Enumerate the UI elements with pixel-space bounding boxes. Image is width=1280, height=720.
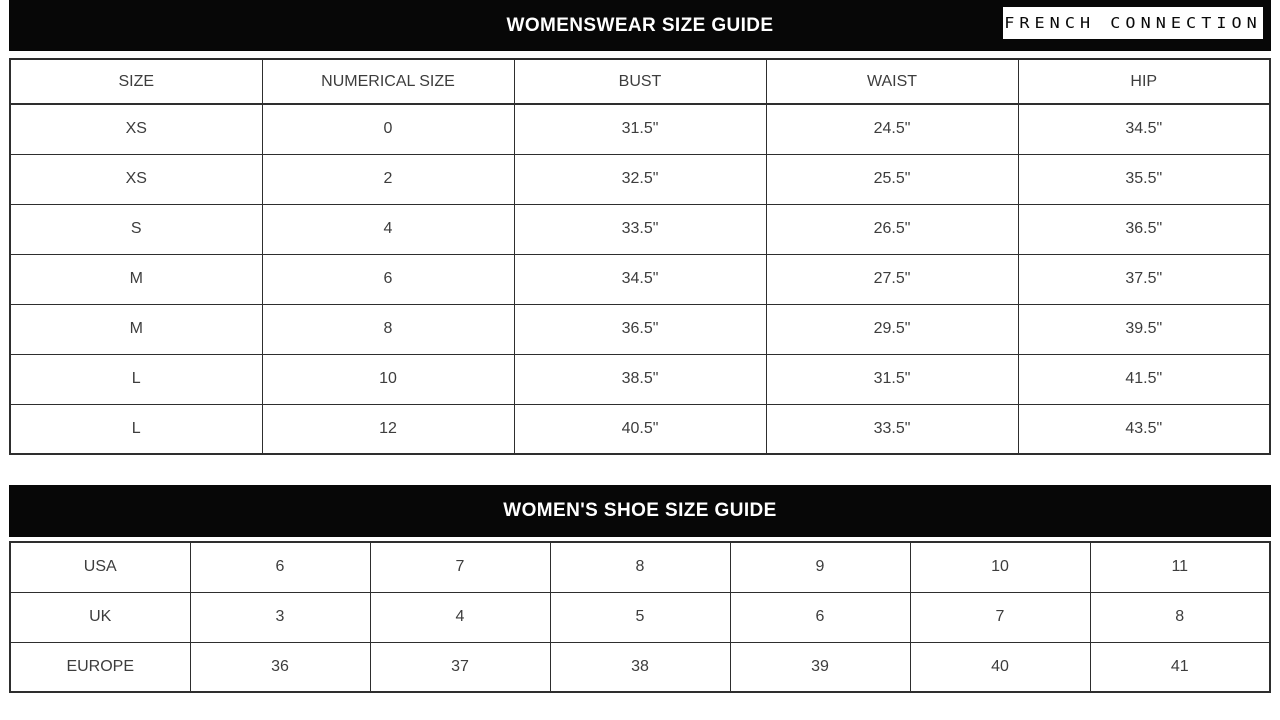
size-row xyxy=(10,354,1270,404)
column-header: SIZE xyxy=(10,59,262,104)
measurement-cell: 33.5" xyxy=(514,204,766,254)
measurement-cell: 10 xyxy=(262,354,514,404)
size-label-cell: S xyxy=(10,204,262,254)
measurement-cell: 4 xyxy=(262,204,514,254)
measurement-cell: 33.5" xyxy=(766,404,1018,454)
size-label-cell: L xyxy=(10,354,262,404)
measurement-cell: 32.5" xyxy=(514,154,766,204)
size-row xyxy=(10,304,1270,354)
shoe-size-row xyxy=(10,592,1270,642)
shoe-size-cell: 6 xyxy=(190,542,370,592)
region-label-cell: UK xyxy=(10,592,190,642)
measurement-cell: 24.5" xyxy=(766,104,1018,154)
measurement-cell: 36.5" xyxy=(1018,204,1270,254)
measurement-cell: 34.5" xyxy=(514,254,766,304)
size-label-cell: M xyxy=(10,304,262,354)
measurement-cell: 37.5" xyxy=(1018,254,1270,304)
shoe-size-cell: 41 xyxy=(1090,642,1270,692)
shoe-size-cell: 10 xyxy=(910,542,1090,592)
shoe-size-row xyxy=(10,642,1270,692)
column-header: HIP xyxy=(1018,59,1270,104)
measurement-cell: 8 xyxy=(262,304,514,354)
shoe-size-cell: 3 xyxy=(190,592,370,642)
measurement-cell: 0 xyxy=(262,104,514,154)
french-connection-logo-text: FRENCH CONNECTION xyxy=(1004,14,1262,32)
size-row xyxy=(10,154,1270,204)
measurement-cell: 36.5" xyxy=(514,304,766,354)
womenswear-title: WOMENSWEAR SIZE GUIDE xyxy=(506,14,774,36)
shoe-size-cell: 39 xyxy=(730,642,910,692)
size-row xyxy=(10,254,1270,304)
shoe-size-cell: 8 xyxy=(1090,592,1270,642)
shoe-size-cell: 5 xyxy=(550,592,730,642)
column-header: WAIST xyxy=(766,59,1018,104)
size-row xyxy=(10,104,1270,154)
womenswear-header-bar xyxy=(9,0,1271,51)
shoe-size-cell: 8 xyxy=(550,542,730,592)
size-row xyxy=(10,404,1270,454)
womenswear-header-row xyxy=(10,59,1270,104)
shoe-size-cell: 11 xyxy=(1090,542,1270,592)
measurement-cell: 12 xyxy=(262,404,514,454)
size-row xyxy=(10,204,1270,254)
shoe-size-cell: 7 xyxy=(370,542,550,592)
shoe-size-cell: 9 xyxy=(730,542,910,592)
measurement-cell: 2 xyxy=(262,154,514,204)
column-header: NUMERICAL SIZE xyxy=(262,59,514,104)
measurement-cell: 25.5" xyxy=(766,154,1018,204)
measurement-cell: 38.5" xyxy=(514,354,766,404)
measurement-cell: 26.5" xyxy=(766,204,1018,254)
shoe-title: WOMEN'S SHOE SIZE GUIDE xyxy=(503,500,777,521)
measurement-cell: 31.5" xyxy=(766,354,1018,404)
measurement-cell: 40.5" xyxy=(514,404,766,454)
shoe-size-cell: 40 xyxy=(910,642,1090,692)
size-label-cell: L xyxy=(10,404,262,454)
shoe-size-cell: 4 xyxy=(370,592,550,642)
measurement-cell: 35.5" xyxy=(1018,154,1270,204)
measurement-cell: 43.5" xyxy=(1018,404,1270,454)
shoe-size-table xyxy=(9,541,1271,693)
measurement-cell: 39.5" xyxy=(1018,304,1270,354)
shoe-size-row xyxy=(10,542,1270,592)
measurement-cell: 41.5" xyxy=(1018,354,1270,404)
size-label-cell: M xyxy=(10,254,262,304)
shoe-size-cell: 7 xyxy=(910,592,1090,642)
measurement-cell: 34.5" xyxy=(1018,104,1270,154)
measurement-cell: 31.5" xyxy=(514,104,766,154)
size-label-cell: XS xyxy=(10,104,262,154)
shoe-size-cell: 36 xyxy=(190,642,370,692)
shoe-header-bar xyxy=(9,485,1271,537)
womenswear-size-table xyxy=(9,58,1271,455)
column-header: BUST xyxy=(514,59,766,104)
shoe-size-cell: 37 xyxy=(370,642,550,692)
shoe-size-cell: 6 xyxy=(730,592,910,642)
french-connection-logo xyxy=(1003,7,1263,39)
measurement-cell: 27.5" xyxy=(766,254,1018,304)
measurement-cell: 29.5" xyxy=(766,304,1018,354)
region-label-cell: USA xyxy=(10,542,190,592)
size-label-cell: XS xyxy=(10,154,262,204)
measurement-cell: 6 xyxy=(262,254,514,304)
region-label-cell: EUROPE xyxy=(10,642,190,692)
shoe-size-cell: 38 xyxy=(550,642,730,692)
